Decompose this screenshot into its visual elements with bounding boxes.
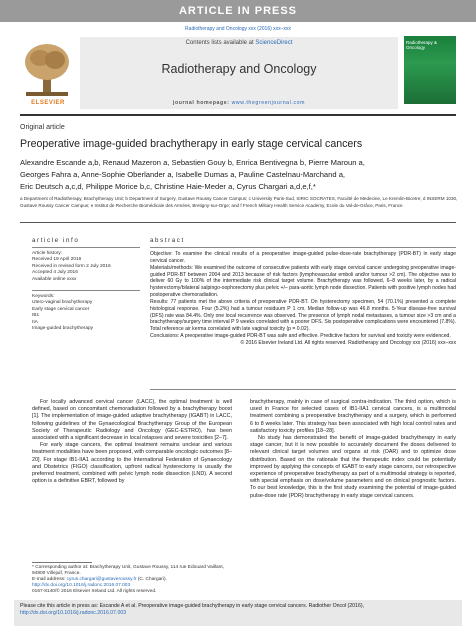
affiliations: a Department of Radiotherapy, Brachytherapy Unit; b Department of Surgery, Gustave Roussy Cancer Campus; c University Paris-Sud, SIRIC SOCRATES, Faculté de Medecine, Le Kremlin-Bicetre; d INSERM 1030, Gustave Roussy Cancer Campus; e Institut de Recherche Biomédicale des Armées, Bretigny-sur-Orge; and f French Military Health Service Academy, Ecole du Val-de-Grâce, Paris, France bbox=[20, 196, 458, 208]
body-paragraph: No study has demonstrated the benefit of image-guided brachytherapy in early stage cancer, but it is now possible to accurately document the doses delivered to relevant clinical target volumes and organs at risk (OAR) and to optimize dose distribution. Based on the rationale that the therapeutic index could be potentially improved by applying the concepts of IGABT to early stage cancers, our retrospective experience of preoperative brachytherapy as part of a multimodal strategy is reported, with special emphasis on dose/volume parameters and on clinical prognostic factors. To our best knowledge, this is the first study examining the potential of image-guided pulse-dose rate (PDR) brachytherapy in early stage cervical cancers. bbox=[250, 435, 456, 499]
history-line: Available online xxxx bbox=[32, 276, 77, 282]
keywords bbox=[32, 294, 142, 332]
affiliation-divider bbox=[20, 222, 456, 223]
abstract-objective: Objective: To examine the clinical results of a preoperative image-guided pulse-dose-rate brachytherapy (PDR-BT) in early stage cervical cancer. bbox=[150, 251, 456, 264]
corresponding-footnote bbox=[32, 565, 232, 583]
doi-link[interactable]: http://dx.doi.org/10.1016/j.radonc.2016.07.003 bbox=[32, 583, 131, 588]
contents-prefix: Contents lists available at bbox=[185, 40, 256, 46]
author-line: Eric Deutsch a,c,d, Philippe Morice b,c, Christine Haie-Meder a, Cyrus Chargari a,d,e,f,* bbox=[20, 182, 316, 192]
keyword: IB1 bbox=[32, 313, 40, 319]
article-history bbox=[32, 251, 142, 283]
abstract-conclusions: Conclusions: A preoperative image-guided PDR-BT was safe and effective. Predictive factors for survival and toxicity were evidenced. bbox=[150, 333, 451, 340]
author-line: Georges Fahra a, Anne-Sophie Oberlander a, Isabelle Dumas a, Pauline Castelnau-Marchand a, bbox=[20, 170, 346, 180]
body-left-column bbox=[32, 399, 232, 485]
abstract-copyright: © 2016 Elsevier Ireland Ltd. All rights reserved. Radiotherapy and Oncology xxx (2016) xxx–xxx bbox=[240, 339, 456, 346]
citation-doi-link[interactable]: http://dx.doi.org/10.1016/j.radonc.2016.07.003 bbox=[20, 610, 127, 616]
author-line: Alexandre Escande a,b, Renaud Mazeron a, Sebastien Gouy b, Enrica Bentivegna b, Pierre Maroun a, bbox=[20, 158, 365, 167]
history-line: Article history: bbox=[32, 251, 63, 256]
article-type: Original article bbox=[20, 124, 65, 131]
journal-homepage bbox=[80, 100, 398, 106]
citation-prefix: Please cite this article in press as: Escande A et al. Preoperative image-guided brachytherapy in early stage cervical cancers. Radiother Oncol (2016), bbox=[20, 603, 364, 609]
body-paragraph: For locally advanced cervical cancer (LACC), the optimal treatment is well defined, based on concomitant chemoradiation followed by a brachytherapy boost [1]. The implementation of image-guided adaptive brachytherapy (IGABT) in LACC, following guidelines of the Gynaecological Brachytherapy Group of the European Society of Therapeutic Radiology and Oncology (GEC-ESTRO), has been associated with a significant decrease in local relapses and severe toxicities [2–7]. bbox=[32, 399, 232, 442]
corresponding-author: * Corresponding author at: Brachytherapy Unit, Gustave Roussy, 114 rue Edouard Vaillant, 94800 Villejuif, France. bbox=[32, 565, 224, 576]
email-link[interactable]: cyrus.chargari@gustaveroussy.fr bbox=[66, 577, 137, 582]
keyword: Early stage cervical cancer bbox=[32, 306, 90, 312]
homepage-link[interactable]: www.thegreenjournal.com bbox=[231, 100, 306, 106]
elsevier-tree-logo bbox=[22, 40, 72, 98]
author-list bbox=[20, 157, 460, 194]
citation-text bbox=[20, 603, 460, 617]
history-line: Received in revised form 2 July 2016 bbox=[32, 263, 111, 269]
keywords-rule bbox=[32, 290, 140, 291]
journal-citation-link[interactable]: Radiotherapy and Oncology xxx (2016) xxx–xxx bbox=[185, 26, 291, 32]
abstract-body bbox=[150, 251, 456, 347]
abstract-results: Results: 77 patients met the above criteria of preoperative PDR-BT. On hysterectomy specimen, 54 (70.1%) presented a complete histological response. Four (5.2%) had a tumour residuum P 1 cm. Median follow-up was 46.8 months. 5-Year disease-free survival (DFS) rate was 84.4%. Only one local recurrence was observed. The presence of lymph nodal metastases, a tumour size >3 cm and a brachytherapy/surgery time interval P 9 weeks correlated with a poorer DFS. Six postoperative complications were encountered (7.8%). Total reference air kerma correlated with late vaginal toxicity (p = 0.02). bbox=[150, 298, 456, 333]
body-paragraph: brachytherapy, mainly in case of surgical contra-indication. The third option, which is used in France for selected cases of IB1-IIA1 cervical cancers, is a multimodal treatment combining a preoperative brachytherapy and a surgery, which is performed 6 to 8 weeks later. This strategy has been associated with high local control rates and satisfactory toxicity profiles [18–28]. bbox=[250, 399, 456, 434]
article-info-rule bbox=[32, 247, 140, 248]
keyword: IIA bbox=[32, 319, 38, 325]
issn-line: 0167-8140/© 2016 Elsevier Ireland Ltd. All rights reserved. bbox=[32, 589, 157, 594]
body-right-column bbox=[250, 399, 456, 500]
contents-line bbox=[80, 40, 398, 46]
abstract-methods: Materials/methods: We examined the outcome of consecutive patients with early stage cervical cancer undergoing preoperative image-guided PDR-BT between 2004 and 2013 because of risk factors (lymphovascular emboli and/or tumour >2 cm). The objective was to deliver 60 Gy to 100% of the intermediate risk clinical target volume. Brachytherapy was followed, 6–8 weeks later, by a radical hysterectomy/bilateral salpingo-oophorectomy plus pelvic +/– para-aortic lymph node dissection. Patients with positive lymph nodes had postoperative chemoradiation. bbox=[150, 264, 456, 299]
email-suffix: (C. Chargari). bbox=[136, 577, 167, 582]
publisher-name: ELSEVIER bbox=[31, 100, 65, 106]
history-line: Received 19 April 2016 bbox=[32, 257, 82, 263]
keyword: Utero-vaginal brachytherapy bbox=[32, 300, 93, 306]
abstract-rule bbox=[150, 247, 456, 248]
article-title: Preoperative image-guided brachytherapy in early stage cervical cancers bbox=[20, 138, 363, 150]
article-info-heading: article info bbox=[32, 237, 80, 244]
email-label: E-mail address: bbox=[32, 577, 67, 582]
footnote-rule bbox=[32, 562, 92, 563]
abstract-heading: abstract bbox=[150, 237, 185, 244]
homepage-prefix: journal homepage: bbox=[172, 100, 232, 106]
journal-cover-title: Radiotherapy & Oncology bbox=[406, 40, 438, 50]
keyword: Image-guided brachytherapy bbox=[32, 326, 94, 332]
abstract-bottom-rule bbox=[150, 389, 456, 390]
header-divider bbox=[20, 114, 456, 116]
sciencedirect-link[interactable]: ScienceDirect bbox=[255, 40, 293, 46]
journal-title: Radiotherapy and Oncology bbox=[161, 62, 317, 76]
article-in-press-banner: ARTICLE IN PRESS bbox=[0, 0, 476, 22]
history-line: Accepted 4 July 2016 bbox=[32, 270, 78, 276]
keywords-heading: Keywords: bbox=[32, 294, 55, 299]
body-paragraph: For early stage cancers, the optimal treatment remains unclear and various treatment modalities have been proposed, with comparable oncologic outcomes [8–20]. For stage IB1-IIA1 according to the International Federation of Gynaecology and Obstetrics (FIGO) classification, upfront radical hysterectomy is usually the preferred treatment, combined with pelvic lymph node dissection (LND). A second option is a definitive EBRT, followed by bbox=[32, 442, 232, 485]
